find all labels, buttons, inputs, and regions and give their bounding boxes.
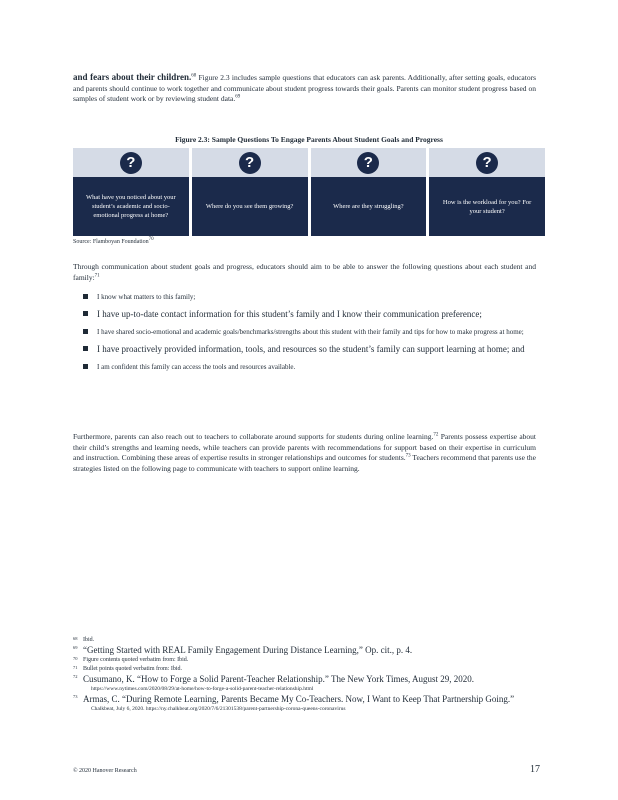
figure-source-text: Source: Flamboyan Foundation — [73, 239, 149, 245]
bullet-square-icon — [83, 364, 88, 369]
page-number: 17 — [530, 764, 540, 775]
footnote-text: Cusumano, K. “How to Forge a Solid Parent-Teacher Relationship.” The New York Times, August 29, 2020. — [83, 674, 475, 684]
figure-source — [73, 239, 154, 245]
question-mark-icon: ? — [239, 152, 261, 174]
card-icon-area — [311, 148, 427, 177]
card-question-text: Where do you see them growing? — [192, 177, 308, 236]
bullet-item — [83, 292, 538, 302]
question-cards — [73, 148, 545, 236]
card-icon-area — [429, 148, 545, 177]
footnote — [73, 656, 543, 665]
intro-paragraph — [73, 72, 536, 105]
card-question-text: Where are they struggling? — [311, 177, 427, 236]
footnote-ref[interactable]: 69 — [235, 94, 241, 100]
further-text: Teachers recommend that parents use the strategies listed on the following page to communicate with teachers to support online learning. — [73, 453, 537, 473]
footnotes — [73, 636, 543, 714]
footnote — [73, 636, 543, 645]
footnote-number: 73 — [73, 694, 78, 699]
card-question-text: How is the workload for you? For your student? — [429, 177, 545, 236]
bullet-item — [83, 309, 538, 320]
further-paragraph — [73, 432, 536, 474]
intro-text: Figure 2.3 includes sample questions that educators can ask parents. Additionally, after setting goals, educators and parents should continue to work together and communicate about student progress towards their goals. Parents can monitor student progress based on samples of student work or by reviewing student data. — [73, 73, 536, 103]
footnote-text: Figure contents quoted verbatim from: Ibid. — [83, 657, 189, 663]
bullet-list — [83, 292, 538, 379]
footer-copyright: © 2020 Hanover Research — [73, 768, 137, 774]
footnote-url-link[interactable]: https://www.nytimes.com/2020/08/29/at-home/how-to-forge-a-solid-parent-teacher-relationship.html — [91, 686, 314, 692]
bullet-text: I know what matters to this family; — [97, 293, 196, 301]
intro-lead: and fears about their children. — [73, 72, 192, 82]
footnote-number: 71 — [73, 665, 78, 670]
footnote-ref[interactable]: 72 — [433, 432, 439, 438]
footnote — [73, 665, 543, 674]
bullet-square-icon — [83, 294, 88, 299]
bullet-item — [83, 362, 538, 372]
footnote — [73, 694, 543, 705]
bullet-square-icon — [83, 329, 88, 334]
footnote-number: 70 — [73, 656, 78, 661]
bullet-text: I have up-to-date contact information for this student’s family and I know their communication preference; — [97, 309, 482, 319]
footnote-ref[interactable]: 68 — [191, 73, 197, 79]
question-mark-icon: ? — [120, 152, 142, 174]
footnote-number: 69 — [73, 645, 78, 650]
footnote-url-link[interactable]: Chalkbeat, July 6, 2020. https://ny.chalkbeat.org/2020/7/6/21301538/parent-partnership-corona-queens-coronavirus — [91, 706, 346, 712]
footnote-text: Ibid. — [83, 637, 95, 643]
bullet-item — [83, 327, 538, 337]
question-card — [73, 148, 189, 236]
card-icon-area — [192, 148, 308, 177]
card-question-text: What have you noticed about your student’s academic and socio-emotional progress at home? — [73, 177, 189, 236]
figure-title: Figure 2.3: Sample Questions To Engage Parents About Student Goals and Progress — [175, 135, 443, 144]
bullet-square-icon — [83, 311, 88, 316]
card-icon-area — [73, 148, 189, 177]
bullet-text: I have shared socio-emotional and academic goals/benchmarks/strengths about this student with their family and tips for how to make progress at home; — [97, 328, 524, 336]
question-mark-icon: ? — [357, 152, 379, 174]
further-text: Parents possess expertise about their child’s strengths and learning needs, while teachers can provide parents with recommendations for support based on their expertise in curriculum and instruction. Combining these areas of expertise results in stronger relationships and outcomes for students. — [73, 432, 536, 462]
footnote-ref[interactable]: 70 — [148, 237, 154, 242]
footnote-text: Armas, C. “During Remote Learning, Parents Became My Co-Teachers. Now, I Want to Keep That Partnership Going.” — [83, 694, 515, 704]
footnote — [73, 674, 543, 685]
question-mark-icon: ? — [476, 152, 498, 174]
footnote-ref[interactable]: 73 — [405, 453, 411, 459]
bullet-item — [83, 344, 538, 355]
question-card — [192, 148, 308, 236]
footnote — [73, 645, 543, 656]
bullet-text: I have proactively provided information, tools, and resources so the student’s family can support learning at home; and — [97, 344, 525, 354]
further-text: Furthermore, parents can also reach out to teachers to collaborate around supports for students during online learning. — [73, 432, 434, 441]
footnote-text: Bullet points quoted verbatim from: Ibid. — [83, 666, 182, 672]
question-card — [429, 148, 545, 236]
bullet-square-icon — [83, 346, 88, 351]
footnote-ref[interactable]: 71 — [94, 273, 100, 278]
footnote-number: 68 — [73, 636, 78, 641]
footnote-text: “Getting Started with REAL Family Engagement During Distance Learning,” Op. cit., p. 4. — [83, 645, 413, 655]
through-text: Through communication about student goals and progress, educators should aim to be able to answer the following questions about each student and family: — [73, 262, 536, 282]
question-card — [311, 148, 427, 236]
through-paragraph — [73, 262, 536, 283]
bullet-text: I am confident this family can access the tools and resources available. — [97, 363, 296, 371]
footnote-number: 72 — [73, 674, 78, 679]
